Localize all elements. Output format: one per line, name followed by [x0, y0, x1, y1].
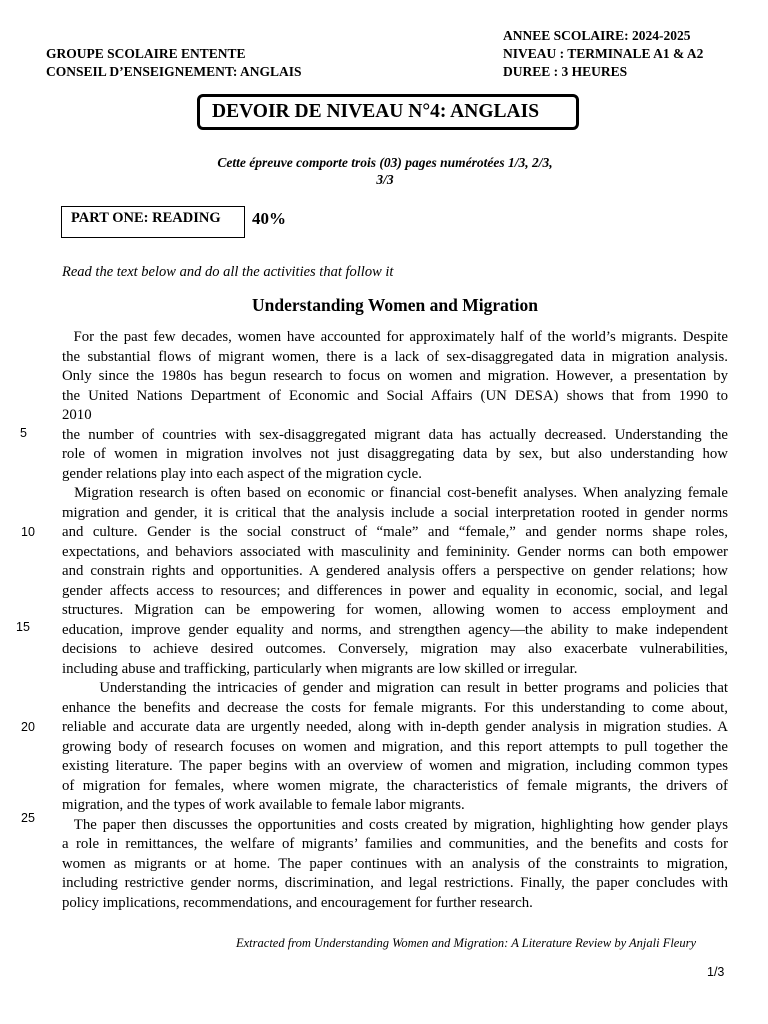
text-line: policy implications, recommendations, and encouragement for further research.: [62, 894, 533, 911]
text-line: and culture. Gender is the social construct of “male” and “female,” and gender norms shape roles,: [62, 524, 728, 540]
department-name: CONSEIL D’ENSEIGNEMENT: ANGLAIS: [46, 64, 302, 79]
exam-title: DEVOIR DE NIVEAU N°4: ANGLAIS: [197, 94, 579, 130]
text-line: gender affects access to resources; and differences in power and equality in economic, social, and legal: [62, 582, 728, 599]
instruction: Read the text below and do all the activities that follow it: [62, 264, 394, 280]
text-line: For the past few decades, women have accounted for approximately half of the world’s migrants. Despite: [62, 329, 728, 345]
text-line: and constrain rights and opportunities. A gendered analysis offers a perspective on gender relations; how: [62, 563, 728, 579]
text-line: migration, and the types of work available to female labor migrants.: [62, 797, 465, 813]
part-label: PART ONE: READING: [61, 206, 245, 238]
pages-note-line: Cette épreuve comporte trois (03) pages numérotées 1/3, 2/3,: [217, 155, 553, 170]
text-line: including abuse and trafficking, particularly when migrants are low skilled or irregular.: [62, 660, 578, 677]
text-line: role of women in migration involves not just disaggregating data by sex, but also understanding how: [62, 446, 728, 462]
pages-note: [185, 154, 585, 188]
text-line: gender relations play into each aspect of the migration cycle.: [62, 465, 422, 482]
text-line: a role in remittances, the welfare of migrants’ families and communities, and the benefits and costs for: [62, 836, 728, 852]
reading-text-body: [62, 328, 728, 913]
text-line: education, improve gender equality and norms, and strengthen agency—the ability to make independent: [62, 621, 728, 638]
line-number: 5: [20, 426, 27, 440]
text-line: women as migrants or at home. The paper continues with an analysis of the constraints to migration,: [62, 855, 728, 872]
text-line: Only since the 1980s has begun research to focus on women and migration. However, a presentation by: [62, 368, 728, 384]
school-year: ANNEE SCOLAIRE: 2024-2025: [503, 28, 691, 43]
source-citation: Extracted from Understanding Women and Migration: A Literature Review by Anjali Fleury: [236, 936, 697, 950]
text-line: reliable and accurate data are urgently needed, along with in-depth gender analysis in migration studies. A: [62, 719, 728, 735]
pages-note-line: 3/3: [376, 172, 394, 187]
text-line: existing literature. The paper begins with an overview of women and migration, including common types: [62, 758, 728, 774]
text-line: structures. Migration can be empowering for women, allowing women to access employment and: [62, 602, 728, 618]
line-number: 20: [21, 720, 35, 734]
line-number: 25: [21, 811, 35, 825]
text-line: The paper then discusses the opportunities and costs created by migration, highlighting how gender plays: [62, 816, 728, 833]
text-line: 2010: [62, 407, 92, 423]
text-line: Understanding the intricacies of gender and migration can result in better programs and policies that: [62, 680, 728, 696]
school-name: GROUPE SCOLAIRE ENTENTE: [46, 46, 246, 61]
text-line: growing body of research focuses on women and migration, and this report attempts to pull together the: [62, 738, 728, 755]
duration: DUREE : 3 HEURES: [503, 64, 628, 79]
text-line: the number of countries with sex-disaggregated migrant data has actually decreased. Understanding the: [62, 426, 728, 443]
text-line: decisions to achieve desired outcomes. Conversely, migration may also exacerbate vulnerabilities,: [62, 641, 728, 657]
text-line: migration and gender, it is critical that the analysis include a social interpretation rooted in gender norms: [62, 504, 728, 521]
text-line: the substantial flows of migrant women, there is a lack of sex-disaggregated data in migration analysis.: [62, 348, 728, 365]
text-line: enhance the benefits and decrease the costs for female migrants. For this understanding to come about,: [62, 699, 728, 716]
line-number: 15: [16, 620, 30, 634]
part-weight: 40%: [252, 209, 286, 228]
text-line: Migration research is often based on economic or financial cost-benefit analyses. When analyzing female: [62, 485, 728, 501]
level: NIVEAU : TERMINALE A1 & A2: [503, 46, 704, 61]
exam-info-header: [503, 27, 703, 81]
text-line: expectations, and behaviors associated with masculinity and femininity. Gender norms can both empower: [62, 543, 728, 560]
school-header: [46, 45, 302, 81]
text-line: including restrictive gender norms, discrimination, and legal restrictions. Finally, the paper concludes with: [62, 875, 728, 891]
text-line: of migration for females, where women migrate, the characteristics of female migrants, the drivers of: [62, 777, 728, 794]
reading-text-title: Understanding Women and Migration: [251, 295, 539, 315]
line-number: 10: [21, 525, 35, 539]
text-line: the United Nations Department of Economic and Social Affairs (UN DESA) shows that from 1990 to: [62, 387, 728, 404]
page-number: 1/3: [707, 965, 725, 979]
